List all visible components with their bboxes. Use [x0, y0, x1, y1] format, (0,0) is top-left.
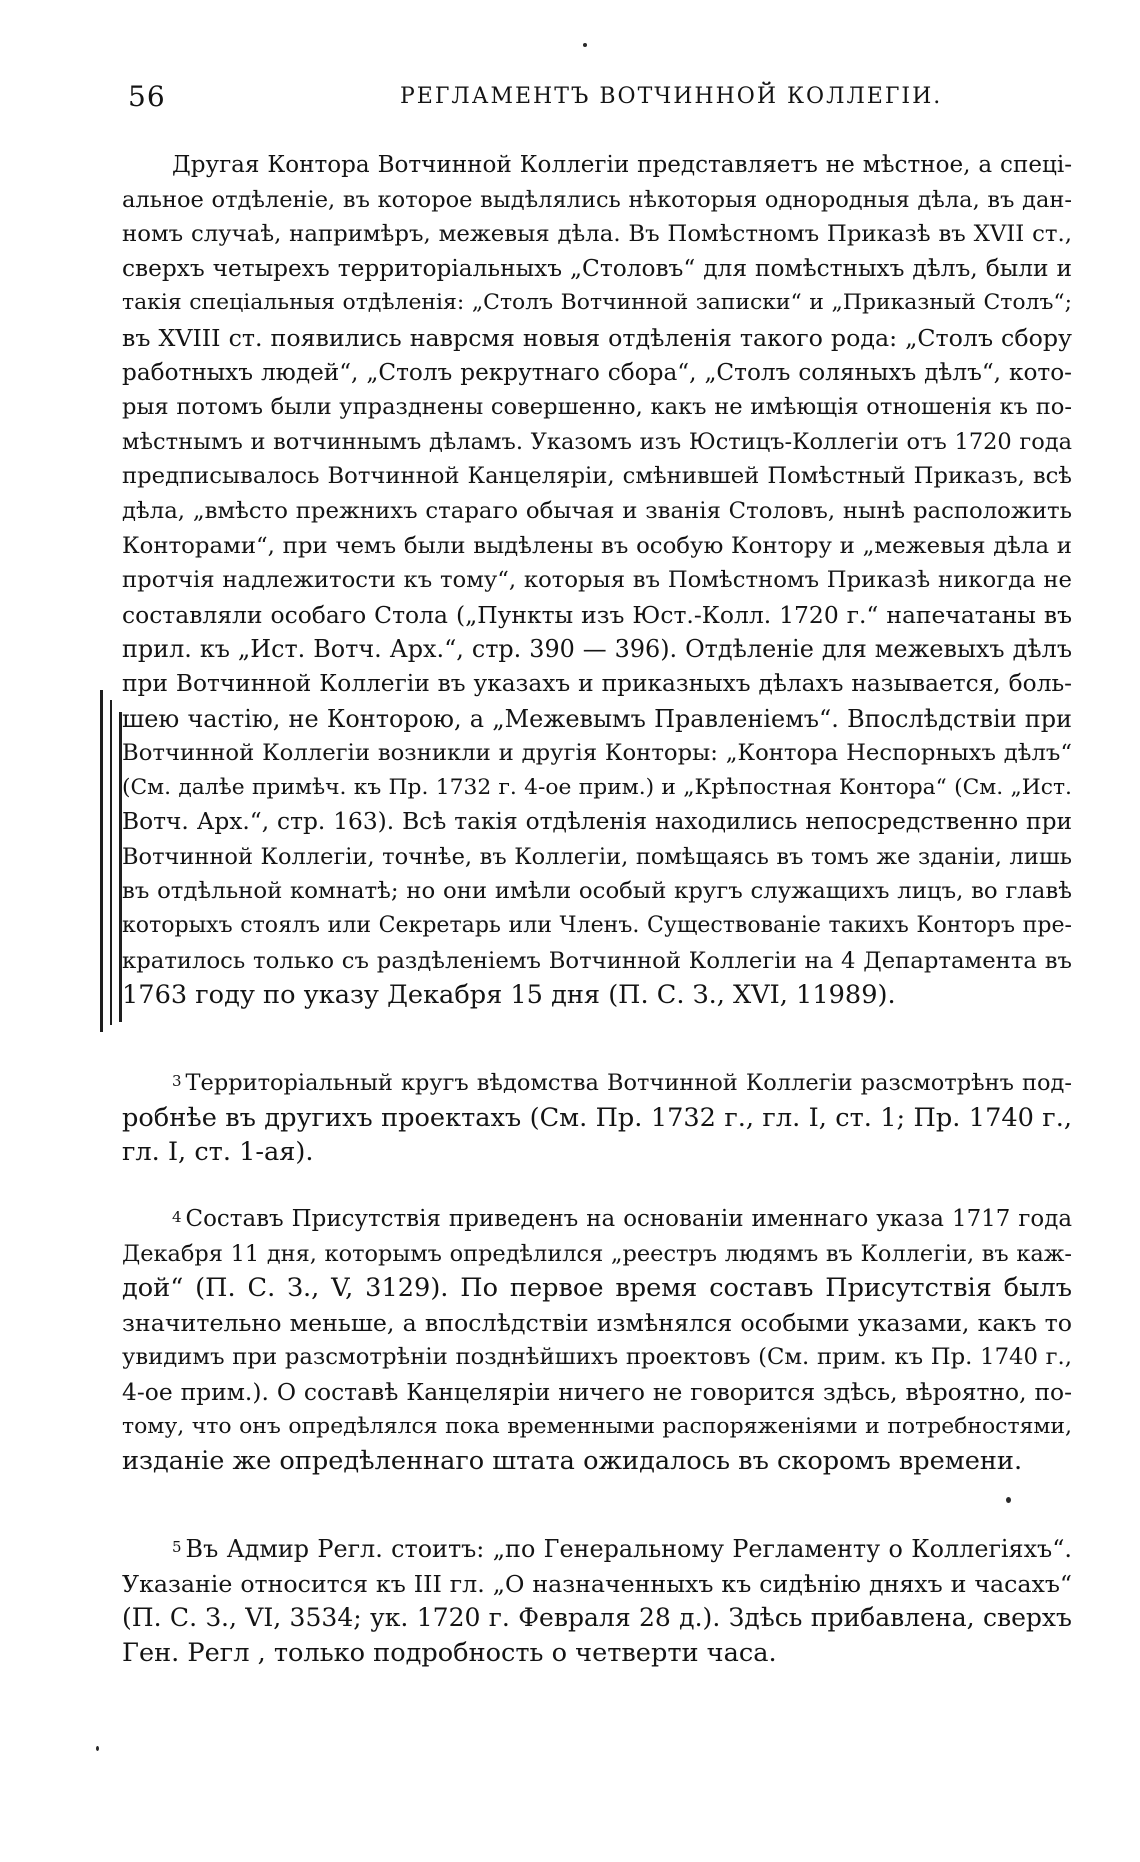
- footnote-text: Территоріальный кругъ вѣдомства Вотчинной Коллегіи разсмотрѣнъ под-: [185, 1070, 1072, 1096]
- text-line: 1763 году по указу Декабря 15 дня (П. С. З., XVI, 11989).: [122, 980, 896, 1011]
- text-line: рыя потомъ были упразднены совершенно, какъ не имѣющія отношенія къ по-: [122, 394, 1072, 421]
- text-line: Вотч. Арх.“, стр. 163). Всѣ такія отдѣленія находились непосредственно при: [122, 808, 1072, 836]
- footnote-marker: 5: [172, 1538, 182, 1556]
- text-line: номъ случаѣ, напримѣръ, межевыя дѣла. Въ Помѣстномъ Приказѣ въ XVII ст.,: [122, 221, 1072, 248]
- footnote-line: [122, 1066, 1072, 1101]
- main-paragraph: [122, 148, 1072, 1013]
- footnote-line: Ген. Регл , только подробность о четверти часа.: [122, 1637, 777, 1668]
- text-line: предписывалось Вотчинной Канцеляріи, смѣнившей Помѣстный Приказъ, всѣ: [122, 463, 1072, 490]
- footnote-line: (П. С. З., VI, 3534; ук. 1720 г. Февраля 28 д.). Здѣсь прибавлена, сверхъ: [122, 1603, 1072, 1633]
- footnote-line: значительно меньше, а впослѣдствіи измѣнялся особыми указами, какъ то: [122, 1308, 1072, 1337]
- text-line: которыхъ стоялъ или Секретарь или Членъ. Существованіе такихъ Конторъ пре-: [122, 913, 1072, 939]
- margin-mark: [110, 700, 112, 1025]
- footnote-line: [122, 1532, 1072, 1567]
- margin-mark: [100, 690, 103, 1032]
- footnote-5: [122, 1532, 1072, 1670]
- footnote-line: изданіе же опредѣленнаго штата ожидалось въ скоромъ времени.: [122, 1446, 1023, 1477]
- text-line: Вотчинной Коллегіи, точнѣе, въ Коллегіи, помѣщаясь въ томъ же зданіи, лишь: [122, 843, 1072, 870]
- text-line: дѣла, „вмѣсто прежнихъ стараго обычая и званія Столовъ, нынѣ расположить: [122, 497, 1072, 524]
- text-line: въ отдѣльной комнатѣ; но они имѣли особый кругъ служащихъ лицъ, во главѣ: [122, 878, 1072, 905]
- text-line: кратилось только съ раздѣленіемъ Вотчинной Коллегіи на 4 Департамента въ: [122, 947, 1072, 974]
- footnote-line: дой“ (П. С. З., V, 3129). По первое время составъ Присутствія былъ: [122, 1273, 1072, 1304]
- text-line: работныхъ людей“, „Столъ рекрутнаго сбора“, „Столъ соляныхъ дѣлъ“, кото-: [122, 359, 1072, 386]
- text-line: альное отдѣленіе, въ которое выдѣлялись нѣкоторыя однородныя дѣла, въ дан-: [122, 186, 1072, 213]
- footnote-line: тому, что онъ опредѣлялся пока временными распоряженіями и потребностями,: [122, 1413, 1072, 1439]
- text-line: протчія надлежитости къ тому“, которыя въ Помѣстномъ Приказѣ никогда не: [122, 567, 1072, 594]
- footnote-line: гл. I, ст. 1-ая).: [122, 1137, 314, 1168]
- print-speck: [1006, 1497, 1011, 1503]
- running-title: РЕГЛАМЕНТЪ ВОТЧИННОЙ КОЛЛЕГІИ.: [400, 84, 943, 109]
- text-line: Вотчинной Коллегіи возникли и другія Конторы: „Контора Неспорныхъ дѣлъ“: [122, 740, 1072, 767]
- text-line: такія спеціальныя отдѣленія: „Столъ Вотчинной записки“ и „Приказный Столъ“;: [122, 290, 1072, 316]
- text-line: мѣстнымъ и вотчиннымъ дѣламъ. Указомъ изъ Юстицъ-Коллегіи отъ 1720 года: [122, 428, 1072, 455]
- text-line: шею частію, не Конторою, а „Межевымъ Правленіемъ“. Впослѣдствіи при: [122, 704, 1072, 733]
- text-line: составляли особаго Стола („Пункты изъ Юст.-Колл. 1720 г.“ напечатаны въ: [122, 600, 1072, 629]
- text-line: (См. далѣе примѣч. къ Пр. 1732 г. 4-ое прим.) и „Крѣпостная Контора“ (См. „Ист.: [122, 774, 1072, 800]
- footnote-line: [122, 1202, 1072, 1237]
- print-speck: [583, 43, 587, 47]
- footnote-marker: 4: [172, 1208, 182, 1226]
- footnote-line: Указаніе относится къ III гл. „О назначенныхъ къ сидѣнію дняхъ и часахъ“: [122, 1569, 1072, 1598]
- footnote-text: Составъ Присутствія приведенъ на основаніи именнаго указа 1717 года: [185, 1206, 1072, 1232]
- text-line: прил. къ „Ист. Вотч. Арх.“, стр. 390 — 396). Отдѣленіе для межевыхъ дѣлъ: [122, 635, 1072, 664]
- text-line: въ XVIII ст. появились наврсмя новыя отдѣленія такого рода: „Столъ сбору: [122, 323, 1072, 352]
- footnote-line: Декабря 11 дня, которымъ опредѣлился „реестръ людямъ въ Коллегіи, въ каж-: [122, 1240, 1072, 1267]
- page-number: 56: [128, 80, 166, 113]
- footnote-4: [122, 1202, 1072, 1479]
- footnote-3: [122, 1066, 1072, 1170]
- footnote-marker: 3: [172, 1072, 182, 1090]
- print-speck: [96, 1746, 99, 1751]
- text-line: при Вотчинной Коллегіи въ указахъ и приказныхъ дѣлахъ называется, боль-: [122, 669, 1072, 697]
- text-line: Конторами“, при чемъ были выдѣлены въ особую Контору и „межевыя дѣла и: [122, 532, 1072, 559]
- footnote-line: увидимъ при разсмотрѣніи позднѣйшихъ проектовъ (См. прим. къ Пр. 1740 г.,: [122, 1344, 1072, 1371]
- text-line: Другая Контора Вотчинной Коллегіи представляетъ не мѣстное, а спеці-: [172, 152, 1072, 178]
- footnote-line: робнѣе въ другихъ проектахъ (См. Пр. 1732 г., гл. I, ст. 1; Пр. 1740 г.,: [122, 1102, 1072, 1133]
- footnote-line: 4-ое прим.). О составѣ Канцеляріи ничего не говорится здѣсь, вѣроятно, по-: [122, 1377, 1072, 1406]
- footnote-text: Въ Адмир Регл. стоитъ: „по Генеральному Регламенту о Коллегіяхъ“.: [185, 1535, 1072, 1563]
- text-line: сверхъ четырехъ территоріальныхъ „Столовъ“ для помѣстныхъ дѣлъ, были и: [122, 254, 1072, 282]
